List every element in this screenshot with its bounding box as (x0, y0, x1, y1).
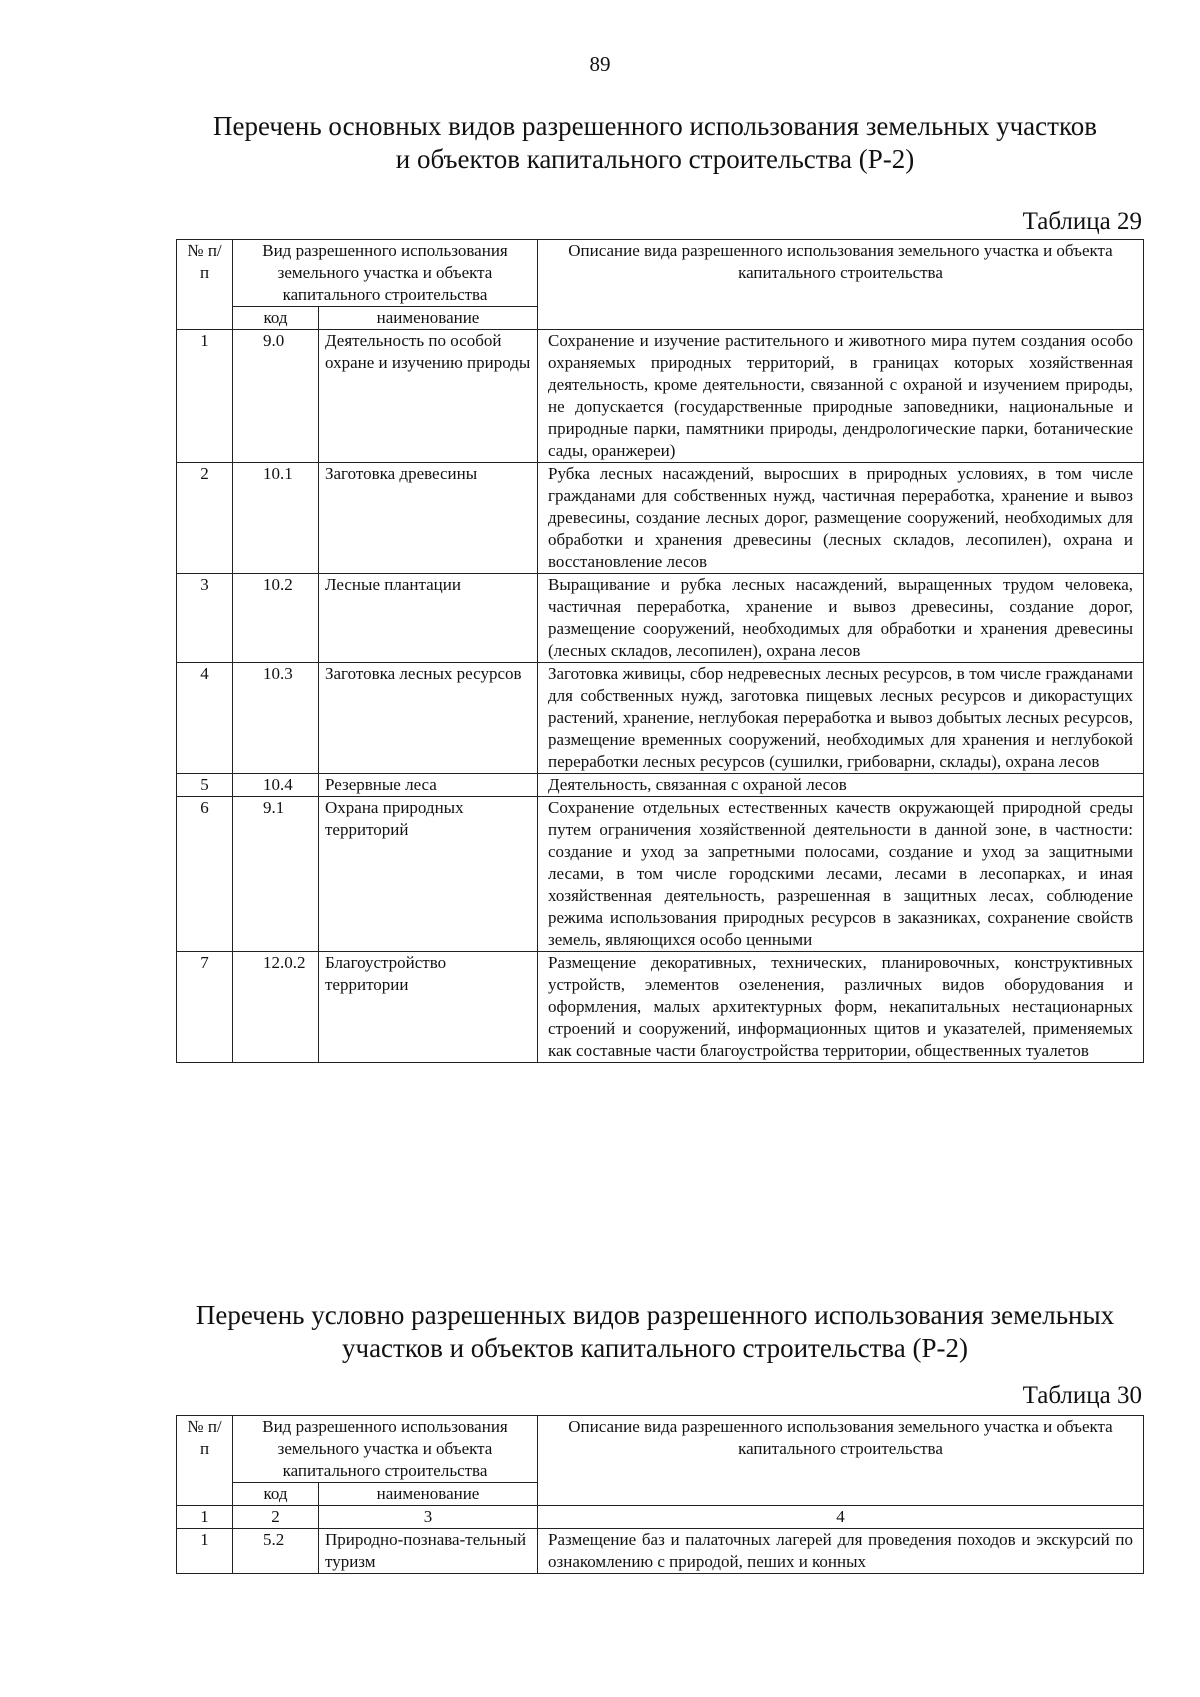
row-code: 12.0.2 (233, 952, 319, 1063)
table-row (177, 1529, 1144, 1574)
table-29-label: Таблица 29 (1022, 208, 1142, 235)
header-name: наименование (319, 1483, 538, 1506)
header-desc: Описание вида разрешенного использования земельного участка и объекта капитального строительства (538, 240, 1144, 330)
heading-line: Перечень условно разрешенных видов разрешенного использования земельных (195, 1300, 1115, 1330)
header-group: Вид разрешенного использования земельного участка и объекта капитального строительства (233, 240, 538, 307)
header-name: наименование (319, 307, 538, 330)
row-num: 3 (177, 574, 233, 663)
column-number: 1 (177, 1506, 233, 1529)
column-number: 2 (233, 1506, 319, 1529)
row-name: Природно-познава-тельный туризм (319, 1529, 538, 1574)
row-desc: Деятельность, связанная с охраной лесов (538, 774, 1144, 797)
header-code: код (233, 1483, 319, 1506)
table-30-heading (160, 1299, 1150, 1365)
table-row (177, 952, 1144, 1063)
header-num: № п/п (177, 1416, 233, 1506)
row-name: Охрана природных территорий (319, 797, 538, 952)
heading-line: участков и объектов капитального строительства (Р-2) (341, 1333, 968, 1363)
header-row (177, 240, 1144, 307)
header-num: № п/п (177, 240, 233, 330)
row-name: Лесные плантации (319, 574, 538, 663)
row-name: Резервные леса (319, 774, 538, 797)
row-code: 10.4 (233, 774, 319, 797)
row-num: 1 (177, 1529, 233, 1574)
row-code: 9.0 (233, 330, 319, 463)
table-row (177, 774, 1144, 797)
row-desc: Сохранение и изучение растительного и животного мира путем создания особо охраняемых природных территорий, в границах которых хозяйственная деятельность, кроме деятельности, связанной с охраной и изучением природы, не допускается (государственные природные заповедники, национальные и природные парки, памятники природы, дендрологические парки, ботанические сады, оранжереи) (538, 330, 1144, 463)
header-code: код (233, 307, 319, 330)
row-desc: Размещение декоративных, технических, планировочных, конструктивных устройств, элементов озеленения, различных видов оборудования и оформления, малых архитектурных форм, некапитальных нестационарных строений и сооружений, информационных щитов и указателей, применяемых как составные части благоустройства территории, общественных туалетов (538, 952, 1144, 1063)
table-29-heading (160, 110, 1150, 176)
table-row (177, 797, 1144, 952)
row-num: 7 (177, 952, 233, 1063)
page-number: 89 (589, 52, 611, 76)
row-num: 5 (177, 774, 233, 797)
column-number-row (177, 1506, 1144, 1529)
table-29 (176, 239, 1144, 1063)
row-code: 10.2 (233, 574, 319, 663)
row-num: 1 (177, 330, 233, 463)
row-desc: Заготовка живицы, сбор недревесных лесных ресурсов, в том числе гражданами для собственных нужд, заготовка пищевых лесных ресурсов и дикорастущих растений, хранение, неглубокая переработка и вывоз добытых лесных ресурсов, размещение временных сооружений, необходимых для хранения и неглубокой переработки лесных ресурсов (сушилки, грибоварни, склады), охрана лесов (538, 663, 1144, 774)
row-name: Заготовка лесных ресурсов (319, 663, 538, 774)
row-desc: Рубка лесных насаждений, выросших в природных условиях, в том числе гражданами для собственных нужд, частичная переработка, хранение и вывоз древесины, создание лесных дорог, размещение сооружений, необходимых для обработки и хранения древесины (лесных складов, лесопилен), охрана и восстановление лесов (538, 463, 1144, 574)
table-row (177, 574, 1144, 663)
header-row (177, 1416, 1144, 1483)
column-number: 3 (319, 1506, 538, 1529)
row-code: 5.2 (233, 1529, 319, 1574)
table-30-label: Таблица 30 (1022, 1382, 1142, 1409)
row-name: Благоустройство территории (319, 952, 538, 1063)
table-row (177, 463, 1144, 574)
row-name: Деятельность по особой охране и изучению природы (319, 330, 538, 463)
column-number: 4 (538, 1506, 1144, 1529)
table-30 (176, 1415, 1144, 1574)
row-code: 9.1 (233, 797, 319, 952)
row-num: 4 (177, 663, 233, 774)
row-name: Заготовка древесины (319, 463, 538, 574)
row-desc: Размещение баз и палаточных лагерей для проведения походов и экскурсий по ознакомлению с природой, пеших и конных (538, 1529, 1144, 1574)
heading-line: Перечень основных видов разрешенного использования земельных участков (213, 111, 1097, 141)
row-code: 10.1 (233, 463, 319, 574)
heading-line: и объектов капитального строительства (Р-2) (395, 144, 915, 174)
row-desc: Сохранение отдельных естественных качеств окружающей природной среды путем ограничения хозяйственной деятельности в данной зоне, в частности: создание и уход за запретными полосами, создание и уход за защитными лесами, в том числе городскими лесами, лесами в лесопарках, и иная хозяйственная деятельность, разрешенная в защитных лесах, соблюдение режима использования природных ресурсов в заказниках, сохранение свойств земель, являющихся особо ценными (538, 797, 1144, 952)
table-row (177, 663, 1144, 774)
row-num: 2 (177, 463, 233, 574)
row-desc: Выращивание и рубка лесных насаждений, выращенных трудом человека, частичная переработка, хранение и вывоз древесины, создание дорог, размещение сооружений, необходимых для обработки и хранения древесины (лесных складов, лесопилен), охрана лесов (538, 574, 1144, 663)
row-num: 6 (177, 797, 233, 952)
row-code: 10.3 (233, 663, 319, 774)
header-desc: Описание вида разрешенного использования земельного участка и объекта капитального строительства (538, 1416, 1144, 1506)
header-group: Вид разрешенного использования земельного участка и объекта капитального строительства (233, 1416, 538, 1483)
table-row (177, 330, 1144, 463)
